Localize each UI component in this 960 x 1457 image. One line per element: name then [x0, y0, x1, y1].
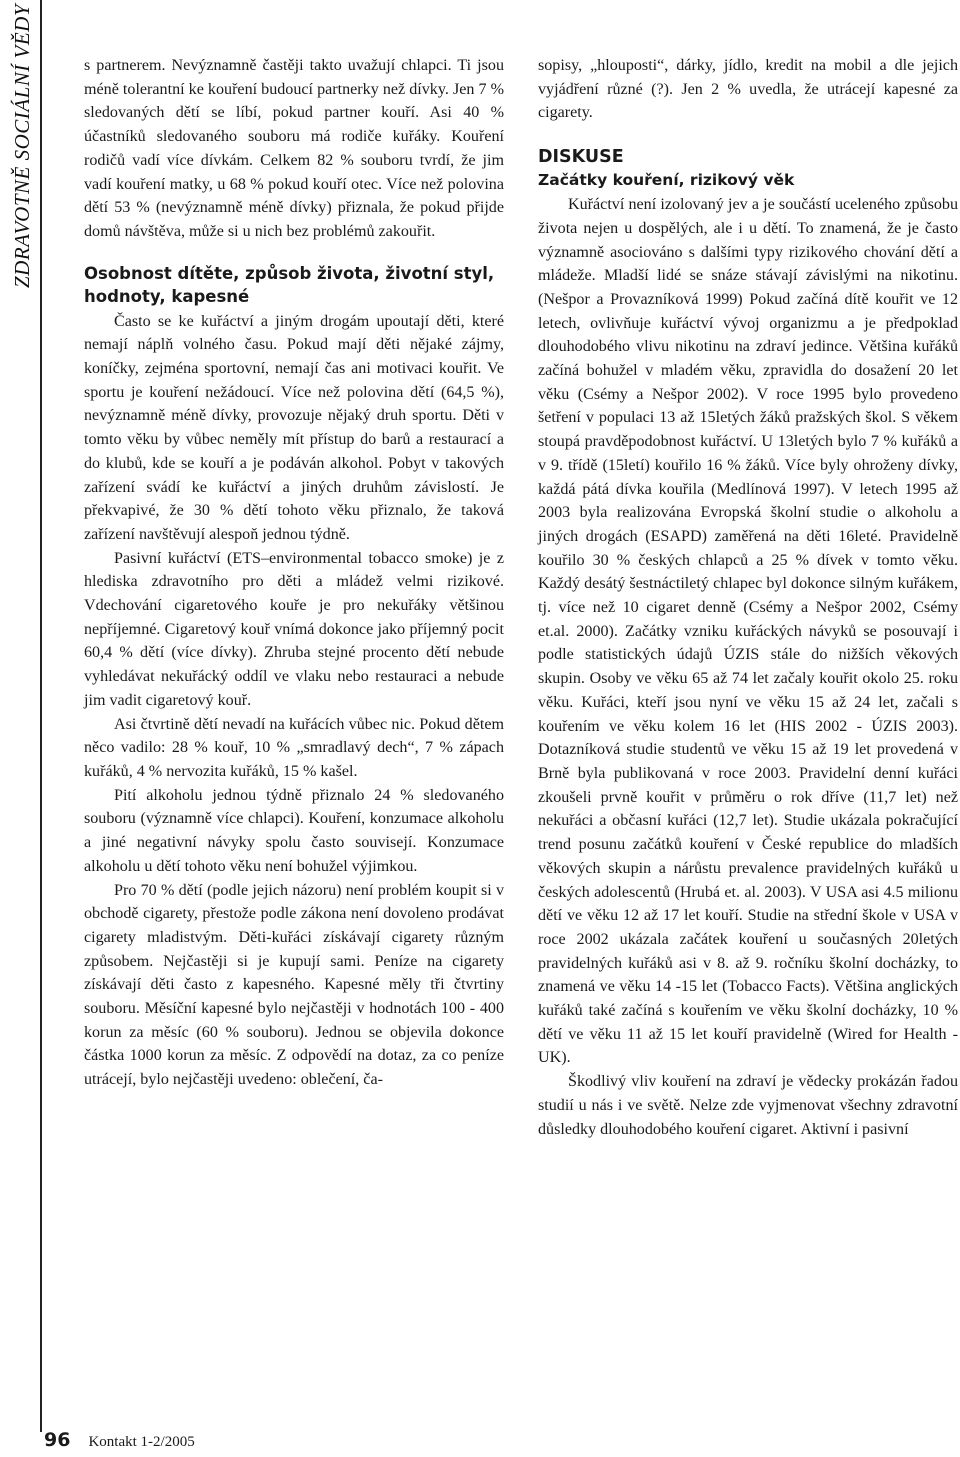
page-number: 96 [44, 1429, 71, 1451]
right-column [538, 54, 958, 1141]
paragraph: Pro 70 % dětí (podle jejich názoru) není problém koupit si v obchodě cigarety, přestože podle zákona není dovoleno prodávat cigarety mladistvým. Děti-kuřáci získávají cigarety různým způsobem. Nejčastěji si je kupují sami. Peníze na cigarety získávají děti často z kapesného. Kapesné měly tři čtvrtiny souboru. Měsíční kapesné bylo nejčastěji v hodnotách 100 - 400 korun za měsíc (60 % souboru). Jednou se objevila dokonce částka 1000 korun za měsíc. Z odpovědí na dotaz, za co peníze utrácejí, bylo nejčastěji uvedeno: oblečení, ča- [84, 881, 504, 1089]
paragraph: Pasivní kuřáctví (ETS–environmental tobacco smoke) je z hlediska zdravotního pro děti a mládež velmi rizikové. Vdechování cigaretového kouře je pro nekuřáky většinou nepříjemné. Cigaretový kouř vnímá dokonce jako příjemný pocit 60,4 % dětí (více dívky). Zhruba stejné procento dětí nebude vyhledávat nekuřácký oddíl ve vlaku nebo restauraci a nebude jim vadit cigaretový kouř. [84, 549, 504, 709]
paragraph: Pití alkoholu jednou týdně přiznalo 24 % sledovaného souboru (významně více chlapci). Kouření, konzumace alkoholu a jiné negativní návyky spolu často souvisejí. Konzumace alkoholu u dětí tohoto věku není bohužel výjimkou. [84, 786, 504, 875]
paragraph: s partnerem. Nevýznamně častěji takto uvažují chlapci. Ti jsou méně tolerantní ke kouření budoucí partnerky než dívky. Jen 7 % sledovaných dětí se líbí, pokud partner kouří. Asi 40 % účastníků sledovaného souboru má rodiče kuřáky. Kouření rodičů vadí více dívkám. Celkem 82 % souboru tvrdí, že jim vadí kouření matky, u 68 % pokud kouří otec. Více než polovina dětí 53 % (nevýznamně méně dívky) přiznala, že pokud přijde domů návštěva, může si u nich bez problémů zakouřit. [84, 57, 504, 240]
page-footer [40, 1429, 195, 1453]
section-heading: DISKUSE [538, 147, 624, 168]
paragraph: Často se ke kuřáctví a jiným drogám upoutají děti, které nemají náplň volného času. Pokud mají děti nějaké zájmy, koníčky, zejména sportovní, nemají čas ani motivaci kouřit. Ve sportu je kouření nežádoucí. Více než polovina dětí (64,5 %), nevýznamně méně dívky, provozuje nějaký druh sportu. Děti v tomto věku by vůbec neměly mít přístup do barů a restaurací a do klubů, kde se kouří a je podáván alkohol. Pobyt v takových zařízení svádí ke kuřáctví a jiných druhům závislostí. Je překvapivé, že 30 % dětí tohoto věku přiznalo, že taková zařízení navštěvují alespoň jednou týdně. [84, 312, 504, 543]
section-heading: Osobnost dítěte, způsob života, životní styl, hodnoty, kapesné [84, 263, 495, 306]
left-column [84, 54, 504, 1092]
margin-rule [40, 0, 42, 1432]
paragraph: Asi čtvrtině dětí nevadí na kuřácích vůbec nic. Pokud dětem něco vadilo: 28 % kouř, 10 % „smradlavý dech“, 7 % zápach kuřáků, 4 % nervozita kuřáků, 15 % kašel. [84, 715, 504, 780]
paragraph: Kuřáctví není izolovaný jev a je součástí uceleného způsobu života nejen u dospělých, ale i u dětí. To znamená, že je často významně asociováno s dalšími typy rizikového chování dětí a mládeže. Mladší lidé se snáze stávají závislými na nikotinu. (Nešpor a Provazníková 1999) Pokud začíná dítě kouřit ve 12 letech, ovlivňuje kuřáctví vývoj organizmu a je předpoklad dlouhodobého vlivu nikotinu na zdraví jedince. Většina kuřáků začíná bohužel v mladém věku, zpravidla do dosažení 20 let věku (Csémy a Nešpor 2002). V roce 1995 bylo provedeno šetření v populaci 13 až 15letých žáků pražských škol. S věkem stoupá pravděpodobnost kuřáctví. U 13letých bylo 7 % kuřáků a v 9. třídě (15letí) kouřilo 16 % žáků. Více byly ohroženy dívky, každá pátá dívka kouřila (Medlínová 1997). V letech 1995 až 2003 byla realizována Evropská školní studie o alkoholu a jiných drogách (ESAPD) zaměřená na děti 16leté. Pravidelně kouřilo 30 % českých chlapců a 25 % dívek v tomto věku. Každý desátý šestnáctiletý chlapec byl dokonce silným kuřákem, tj. více než 10 cigaret denně (Csémy a Nešpor 2002, Csémy et.al. 2000). Začátky vzniku kuřáckých návyků se posouvají i podle statistických údajů ÚZIS stále do nižších věkových skupin. Osoby ve věku 65 až 74 let začaly kouřit okolo 25. roku věku. Kuřáci, kteří jsou nyní ve věku 15 až 24 let, začali s kouřením ve věku kolem 16 let (HIS 2002 - ÚZIS 2003). Dotazníková studie studentů ve věku 15 až 19 let provedená v Brně byla publikovaná v roce 2003. Pravidelní denní kuřáci zkoušeli prvně kouřit v průměru o rok dříve (11,7 let) než nekuřáci a občasní kuřáci (12,7 let). Studie ukázala pokračující trend posunu začátků kouření v České republice do mladších věkových skupin a nárůstu prevalence pravidelných kuřáků u českých adolescentů (Hrubá et. al. 2003). V USA asi 4.5 milionu dětí ve věku 12 až 17 let kouří. Studie na střední škole v USA v roce 2002 ukázala začátek kouření u současných 20letých pravidelných kuřáků asi v 8. až 9. ročníku školní docházky, to znamená ve věku 14 -15 let (Tobacco Facts). Většina anglických kuřáků také začíná s kouřením ve věku školní docházky, 10 % dětí ve věku 11 až 15 let kouří pravidelně (Wired for Health -UK). [538, 196, 958, 1067]
paragraph: Škodlivý vliv kouření na zdraví je vědecky prokázán řadou studií u nás i ve světě. Nelze zde vyjmenovat všechny zdravotní důsledky dlouhodobého kouření cigaret. Aktivní i pasivní [538, 1073, 958, 1138]
paragraph: sopisy, „hlouposti“, dárky, jídlo, kredit na mobil a dle jejich vyjádření různé (?). Jen 2 % uvedla, že utrácejí kapesné za cigarety. [538, 57, 958, 122]
subsection-heading: Začátky kouření, rizikový věk [538, 171, 795, 190]
running-head: ZDRAVOTNĚ SOCIÁLNÍ VĚDY [10, 4, 34, 289]
journal-issue: Kontakt 1-2/2005 [88, 1434, 195, 1450]
